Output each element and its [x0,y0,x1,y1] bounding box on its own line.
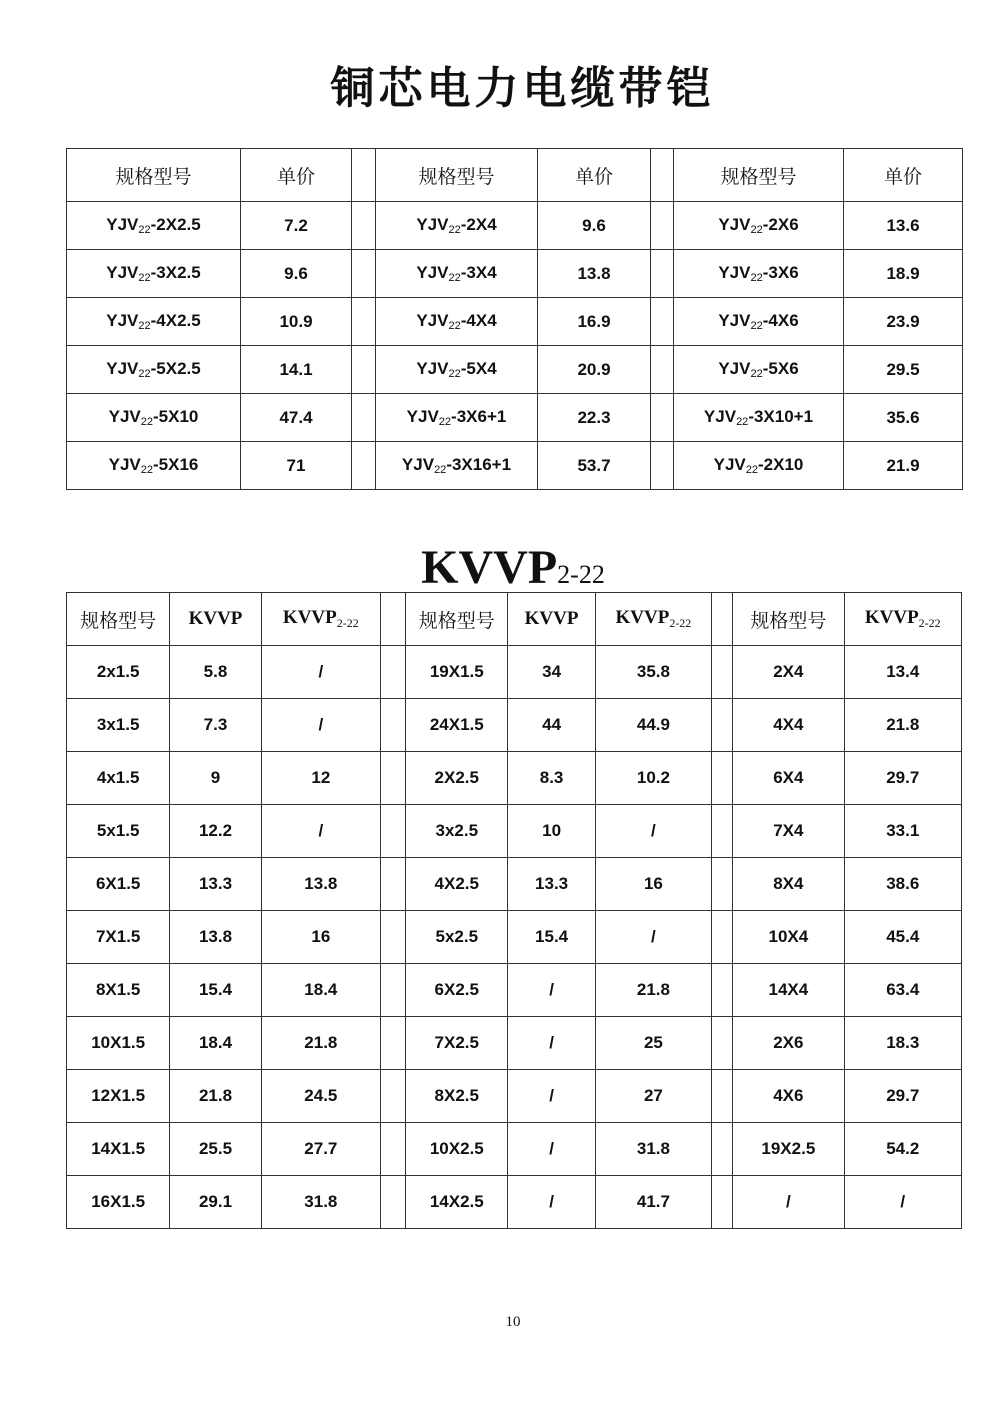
table-row [67,346,963,394]
table-row [67,394,963,442]
header-spec: 规格型号 [67,593,170,646]
spec-cell: / [733,1176,844,1229]
model-prefix: YJV [106,311,139,330]
column-gap [712,752,733,805]
price-cell: 21.9 [844,442,963,490]
spec-cell: 7X1.5 [67,911,170,964]
header-price: 单价 [241,149,352,202]
model-suffix: -5X2.5 [150,359,201,378]
kvvp-price-cell: 8.3 [508,752,595,805]
model-prefix: YJV [416,263,449,282]
kvvp-price-cell: / [508,1017,595,1070]
model-suffix: -3X10+1 [748,407,814,426]
column-gap [381,805,406,858]
model-subscript: 22 [138,320,151,332]
model-prefix: YJV [718,359,751,378]
model-cell [67,202,241,250]
model-cell [376,394,538,442]
model-prefix: YJV [416,359,449,378]
model-subscript: 22 [750,368,763,380]
kvvp22-price-cell: 31.8 [595,1123,711,1176]
column-gap [381,593,406,646]
model-prefix: YJV [718,311,751,330]
model-subscript: 22 [138,368,151,380]
price-cell: 71 [241,442,352,490]
model-prefix: YJV [106,359,139,378]
header-kvvp22 [844,593,961,646]
kvvp22-price-cell: 25 [595,1017,711,1070]
spec-cell: 7X2.5 [406,1017,508,1070]
column-gap [712,858,733,911]
kvvp-price-cell: / [508,1123,595,1176]
column-gap [381,1017,406,1070]
model-suffix: -2X6 [762,215,799,234]
spec-cell: 10X4 [733,911,844,964]
price-cell: 20.9 [538,346,651,394]
model-subscript: 22 [750,224,763,236]
model-subscript: 22 [138,224,151,236]
kvvp22-price-cell: / [261,646,380,699]
column-gap [381,1070,406,1123]
spec-cell: 6X4 [733,752,844,805]
kvvp-price-cell: 7.3 [170,699,261,752]
price-cell: 47.4 [241,394,352,442]
column-gap [651,149,674,202]
model-prefix: YJV [416,215,449,234]
price-cell: 35.6 [844,394,963,442]
spec-cell: 19X1.5 [406,646,508,699]
model-suffix: -3X4 [460,263,497,282]
kvvp-price-cell: 13.3 [170,858,261,911]
column-gap [352,250,376,298]
kvvp-price-cell: 13.8 [170,911,261,964]
table-row [67,699,962,752]
kvvp-price-cell: 25.5 [170,1123,261,1176]
kvvp22-price-cell: / [261,699,380,752]
header-kvvp22-main: KVVP [282,607,337,628]
column-gap [381,911,406,964]
table-row [67,752,962,805]
spec-cell: 14X2.5 [406,1176,508,1229]
spec-cell: 14X1.5 [67,1123,170,1176]
spec-cell: 10X1.5 [67,1017,170,1070]
model-cell [67,250,241,298]
header-spec: 规格型号 [376,149,538,202]
column-gap [712,1070,733,1123]
price-cell: 7.2 [241,202,352,250]
model-prefix: YJV [106,215,139,234]
kvvp22-price-cell: 27.7 [261,1123,380,1176]
header-kvvp22-main: KVVP [864,607,919,628]
model-prefix: YJV [406,407,439,426]
kvvp22-price-cell: 16 [261,911,380,964]
model-subscript: 22 [745,464,758,476]
column-gap [712,1017,733,1070]
column-gap [381,646,406,699]
kvvp22-price-cell: 18.4 [261,964,380,1017]
spec-cell: 12X1.5 [67,1070,170,1123]
header-kvvp22-sub: 2-22 [918,616,941,630]
model-cell [674,250,844,298]
table-row [67,805,962,858]
model-cell [674,346,844,394]
price-cell: 29.5 [844,346,963,394]
model-cell [674,394,844,442]
yjv22-price-table [66,148,963,490]
table-row [67,298,963,346]
header-kvvp22-sub: 2-22 [669,616,692,630]
column-gap [352,298,376,346]
model-suffix: -4X6 [762,311,799,330]
column-gap [352,394,376,442]
kvvp-price-cell: 29.1 [170,1176,261,1229]
header-spec: 规格型号 [733,593,844,646]
price-cell: 16.9 [538,298,651,346]
column-gap [381,699,406,752]
column-gap [381,964,406,1017]
table-row [67,250,963,298]
kvvp-price-cell: 21.8 [170,1070,261,1123]
model-subscript: 22 [434,464,447,476]
model-cell [674,202,844,250]
column-gap [712,646,733,699]
kvvp22-price-cell: 29.7 [844,1070,961,1123]
model-subscript: 22 [448,320,461,332]
kvvp-price-cell: 12.2 [170,805,261,858]
model-suffix: -5X10 [153,407,199,426]
kvvp22-price-cell: 13.8 [261,858,380,911]
column-gap [712,964,733,1017]
kvvp-price-cell: 34 [508,646,595,699]
model-suffix: -2X4 [460,215,497,234]
kvvp22-price-cell: / [261,805,380,858]
header-kvvp: KVVP [508,593,595,646]
column-gap [712,699,733,752]
kvvp22-price-cell: 27 [595,1070,711,1123]
table-header-row [67,593,962,646]
kvvp22-price-cell: 24.5 [261,1070,380,1123]
model-subscript: 22 [438,416,452,428]
kvvp22-price-cell: 21.8 [595,964,711,1017]
model-prefix: YJV [108,407,141,426]
model-prefix: YJV [401,455,435,474]
spec-cell: 8X1.5 [67,964,170,1017]
model-subscript: 22 [448,368,461,380]
spec-cell: 8X2.5 [406,1070,508,1123]
kvvp22-price-cell: 10.2 [595,752,711,805]
model-suffix: -5X4 [460,359,497,378]
model-subscript: 22 [736,416,749,428]
model-cell [67,298,241,346]
model-prefix: YJV [718,263,751,282]
kvvp22-price-cell: 12 [261,752,380,805]
kvvp22-price-cell: 16 [595,858,711,911]
kvvp-price-cell: / [508,964,595,1017]
spec-cell: 3x1.5 [67,699,170,752]
model-prefix: YJV [106,263,139,282]
header-spec: 规格型号 [674,149,844,202]
kvvp22-price-cell: 13.4 [844,646,961,699]
spec-cell: 6X2.5 [406,964,508,1017]
kvvp22-price-cell: 45.4 [844,911,961,964]
kvvp-price-cell: / [508,1176,595,1229]
model-cell [674,442,844,490]
model-suffix: -4X2.5 [150,311,201,330]
model-subscript: 22 [448,224,461,236]
column-gap [651,202,674,250]
column-gap [651,346,674,394]
spec-cell: 24X1.5 [406,699,508,752]
spec-cell: 6X1.5 [67,858,170,911]
spec-cell: 5x1.5 [67,805,170,858]
kvvp22-price-cell: 63.4 [844,964,961,1017]
price-cell: 14.1 [241,346,352,394]
header-price: 单价 [844,149,963,202]
kvvp-price-table [66,592,962,1229]
table-row [67,858,962,911]
table-header-row [67,149,963,202]
model-suffix: -2X10 [758,455,804,474]
page-number: 10 [505,1314,521,1330]
header-spec: 规格型号 [67,149,241,202]
column-gap [651,394,674,442]
kvvp-price-cell: 44 [508,699,595,752]
spec-cell: 2X4 [733,646,844,699]
model-cell [67,346,241,394]
kvvp22-price-cell: / [595,911,711,964]
model-suffix: -4X4 [460,311,497,330]
spec-cell: 4X4 [733,699,844,752]
kvvp22-price-cell: 54.2 [844,1123,961,1176]
spec-cell: 14X4 [733,964,844,1017]
page-title: 铜芯电力电缆带铠 [330,63,715,114]
spec-cell: 2X6 [733,1017,844,1070]
table-row [67,442,963,490]
table-row [67,202,963,250]
kvvp-price-cell: 9 [170,752,261,805]
table-row [67,911,962,964]
kvvp-price-cell: 10 [508,805,595,858]
spec-cell: 2X2.5 [406,752,508,805]
column-gap [352,149,376,202]
column-gap [381,1123,406,1176]
price-cell: 10.9 [241,298,352,346]
spec-cell: 8X4 [733,858,844,911]
price-cell: 18.9 [844,250,963,298]
table-row [67,1017,962,1070]
table-row [67,1176,962,1229]
model-cell [67,394,241,442]
kvvp22-price-cell: / [595,805,711,858]
column-gap [352,346,376,394]
kvvp22-price-cell: 21.8 [261,1017,380,1070]
model-suffix: -2X2.5 [150,215,201,234]
column-gap [352,442,376,490]
table-row [67,964,962,1017]
kvvp-section-title [0,540,1000,595]
column-gap [712,593,733,646]
kvvp-price-cell: 5.8 [170,646,261,699]
table-row [67,1070,962,1123]
model-subscript: 22 [750,272,763,284]
price-cell: 13.8 [538,250,651,298]
spec-cell: 3x2.5 [406,805,508,858]
column-gap [381,1176,406,1229]
model-cell [376,202,538,250]
spec-cell: 19X2.5 [733,1123,844,1176]
column-gap [712,911,733,964]
column-gap [381,752,406,805]
column-gap [712,805,733,858]
header-kvvp22 [261,593,380,646]
kvvp22-price-cell: 18.3 [844,1017,961,1070]
kvvp22-price-cell: 44.9 [595,699,711,752]
model-subscript: 22 [448,272,461,284]
header-kvvp22-main: KVVP [615,607,670,628]
model-prefix: YJV [718,215,751,234]
column-gap [651,442,674,490]
model-prefix: YJV [108,455,141,474]
model-subscript: 22 [750,320,763,332]
kvvp-title-sub: 2-22 [557,560,605,589]
model-cell [376,298,538,346]
price-cell: 22.3 [538,394,651,442]
model-cell [674,298,844,346]
column-gap [651,298,674,346]
kvvp22-price-cell: 29.7 [844,752,961,805]
kvvp22-price-cell: 31.8 [261,1176,380,1229]
price-cell: 13.6 [844,202,963,250]
model-suffix: -5X6 [762,359,799,378]
kvvp22-price-cell: 41.7 [595,1176,711,1229]
model-cell [376,346,538,394]
kvvp22-price-cell: 33.1 [844,805,961,858]
model-prefix: YJV [713,455,746,474]
kvvp22-price-cell: 35.8 [595,646,711,699]
price-cell: 53.7 [538,442,651,490]
column-gap [651,250,674,298]
header-spec: 规格型号 [406,593,508,646]
model-prefix: YJV [416,311,449,330]
price-cell: 9.6 [538,202,651,250]
header-kvvp22-sub: 2-22 [336,616,359,630]
model-suffix: -3X16+1 [446,455,512,474]
spec-cell: 5x2.5 [406,911,508,964]
model-prefix: YJV [703,407,737,426]
model-suffix: -5X16 [153,455,199,474]
spec-cell: 10X2.5 [406,1123,508,1176]
price-cell: 23.9 [844,298,963,346]
kvvp-price-cell: 18.4 [170,1017,261,1070]
kvvp22-price-cell: 21.8 [844,699,961,752]
column-gap [712,1123,733,1176]
model-cell [376,250,538,298]
model-cell [376,442,538,490]
kvvp-price-cell: 15.4 [508,911,595,964]
spec-cell: 16X1.5 [67,1176,170,1229]
table-row [67,1123,962,1176]
model-suffix: -3X2.5 [150,263,201,282]
spec-cell: 4x1.5 [67,752,170,805]
kvvp22-price-cell: 38.6 [844,858,961,911]
kvvp22-price-cell: / [844,1176,961,1229]
column-gap [381,858,406,911]
model-subscript: 22 [138,272,151,284]
kvvp-price-cell: / [508,1070,595,1123]
kvvp-price-cell: 15.4 [170,964,261,1017]
model-suffix: -3X6 [762,263,799,282]
model-subscript: 22 [140,416,153,428]
spec-cell: 7X4 [733,805,844,858]
spec-cell: 2x1.5 [67,646,170,699]
header-kvvp22 [595,593,711,646]
model-subscript: 22 [140,464,153,476]
spec-cell: 4X2.5 [406,858,508,911]
column-gap [352,202,376,250]
column-gap [712,1176,733,1229]
model-suffix: -3X6+1 [451,407,507,426]
kvvp-price-cell: 13.3 [508,858,595,911]
price-cell: 9.6 [241,250,352,298]
table-row [67,646,962,699]
model-cell [67,442,241,490]
header-price: 单价 [538,149,651,202]
kvvp-title-main: KVVP [421,541,558,594]
header-kvvp: KVVP [170,593,261,646]
spec-cell: 4X6 [733,1070,844,1123]
